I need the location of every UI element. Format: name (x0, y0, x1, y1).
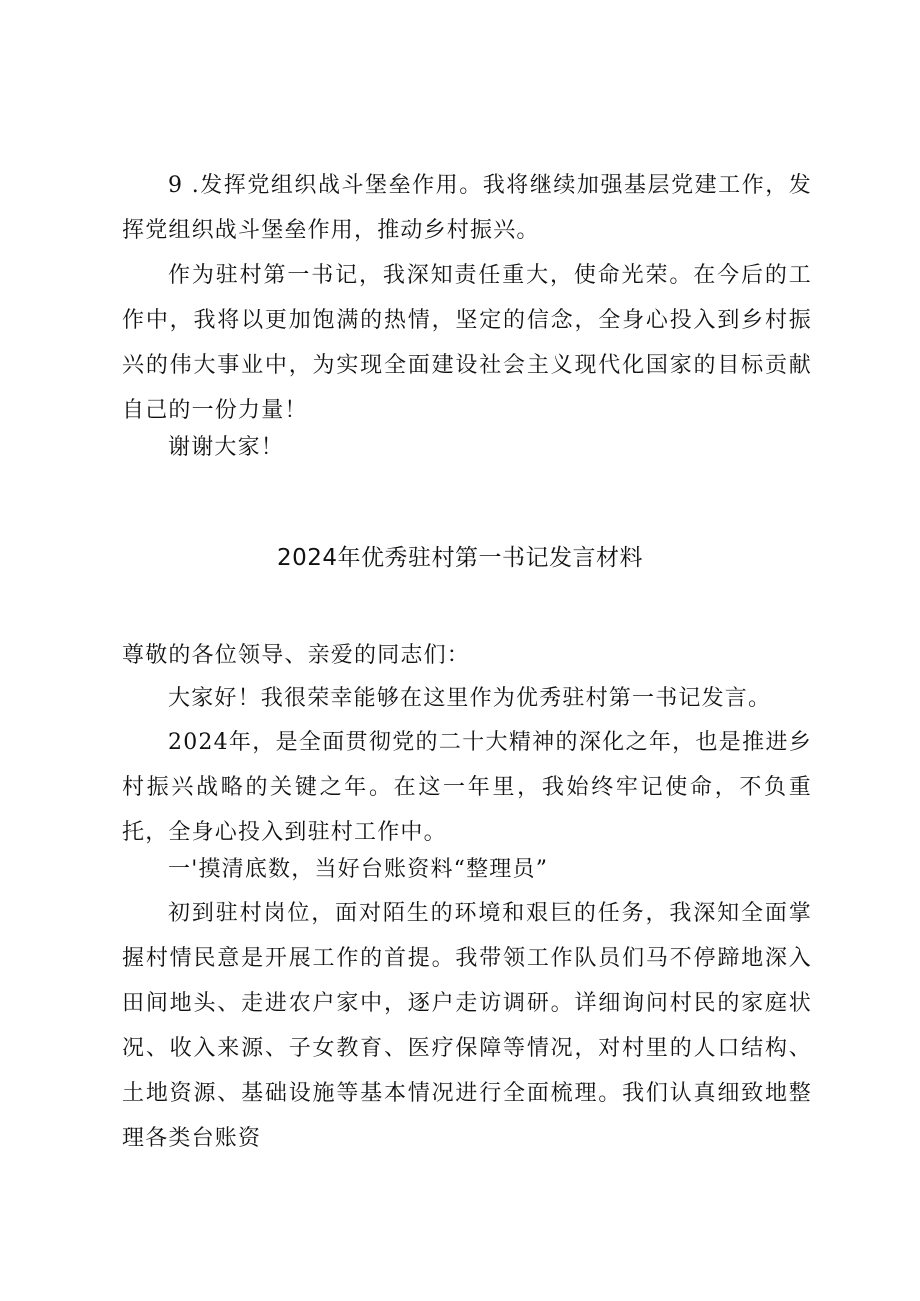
document-title: 2024年优秀驻村第一书记发言材料 (276, 545, 644, 571)
paragraph-thanks: 谢谢大家！ (168, 435, 285, 460)
paragraph-commitment: 作为驻村第一书记，我深知责任重大，使命光荣。在今后的工作中，我将以更加饱满的热情，坚定的信念，全身心投入到乡村振兴的伟大事业中，为实现全面建设社会主义现代化国家的目标贡献自己的一份力量！ (122, 263, 812, 423)
paragraph-section-1: 初到驻村岗位，面对陌生的环境和艰巨的任务，我深知全面掌握村情民意是开展工作的首提。我带领工作队员们马不停蹄地深入田间地头、走进农户家中，逐户走访调研。详细询问村民的家庭状况、收入来源、子女教育、医疗保障等情况，对村里的人口结构、土地资源、基础设施等基本情况进行全面梳理。我们认真细致地整理各类台账资 (122, 901, 812, 1151)
section-heading-1: 一'摸清底数，当好台账资料“整理员” (168, 857, 549, 882)
paragraph-item-9: 9 .发挥党组织战斗堡垒作用。我将继续加强基层党建工作，发挥党组织战斗堡垒作用，推动乡村振兴。 (122, 173, 812, 243)
salutation: 尊敬的各位领导、亲爱的同志们： (122, 643, 471, 668)
paragraph-intro: 2024年，是全面贯彻党的二十大精神的深化之年，也是推进乡村振兴战略的关键之年。在这一年里，我始终牢记使命，不负重托，全身心投入到驻村工作中。 (122, 730, 812, 845)
paragraph-greeting: 大家好！我很荣幸能够在这里作为优秀驻村第一书记发言。 (168, 686, 772, 711)
